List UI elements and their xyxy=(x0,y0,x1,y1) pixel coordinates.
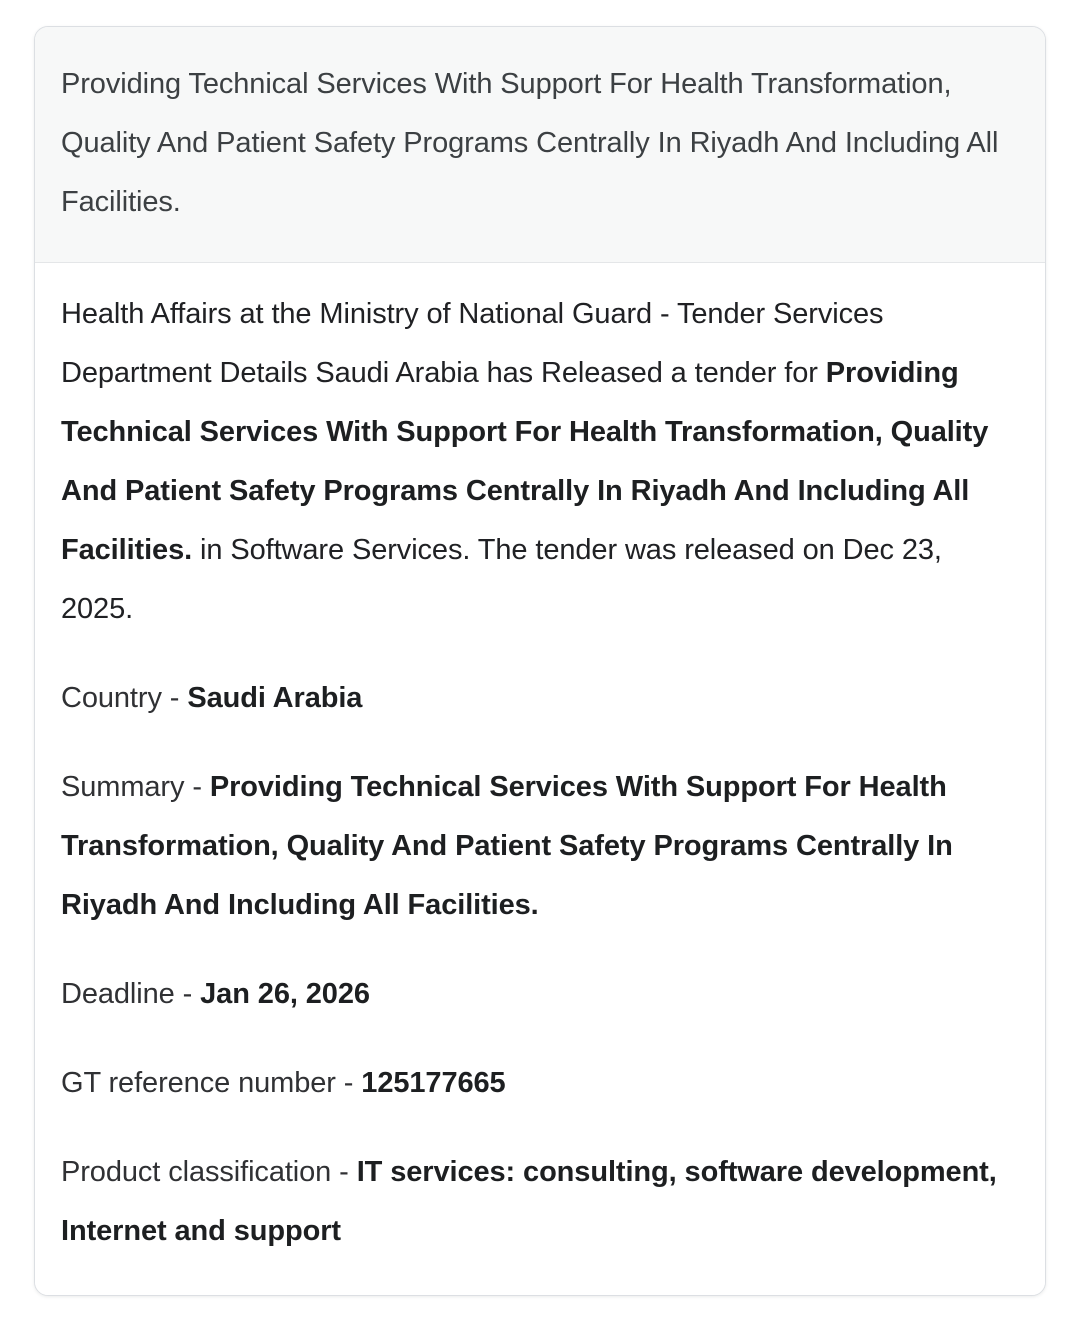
field-label-product-classification: Product classification xyxy=(61,1156,332,1188)
field-label-country: Country xyxy=(61,682,162,714)
tender-intro-lead: Health Affairs at the Ministry of National Guard - Tender Services Department Details Saudi Arabia has Released a tender for xyxy=(61,298,884,389)
card-header xyxy=(35,27,1045,263)
tender-intro-name: Providing Technical Services With Support For Health Transformation, Quality And Patient Safety Programs Centrally In Riyadh And Including All Facilities. xyxy=(61,357,989,566)
field-row-summary xyxy=(61,758,1019,935)
field-row-gt-reference-number xyxy=(61,1054,1019,1113)
field-separator: - xyxy=(331,1156,357,1188)
tender-detail-card xyxy=(34,26,1046,1296)
field-row-product-classification xyxy=(61,1143,1019,1261)
field-separator: - xyxy=(174,978,201,1010)
field-value-country: Saudi Arabia xyxy=(187,682,363,714)
field-value-gt-reference-number: 125177665 xyxy=(361,1067,506,1099)
tender-intro-tail: in Software Services. The tender was released on Dec 23, 2025. xyxy=(61,534,942,625)
field-label-deadline: Deadline xyxy=(61,978,175,1010)
field-value-deadline: Jan 26, 2026 xyxy=(200,978,370,1010)
field-label-gt-reference-number: GT reference number xyxy=(61,1067,336,1099)
field-label-summary: Summary xyxy=(61,771,185,803)
field-value-product-classification: IT services: consulting, software development, Internet and support xyxy=(61,1156,997,1247)
tender-intro-paragraph xyxy=(61,285,1019,639)
field-separator: - xyxy=(184,771,210,803)
field-row-deadline xyxy=(61,965,1019,1024)
field-value-summary: Providing Technical Services With Support For Health Transformation, Quality And Patient Safety Programs Centrally In Riyadh And Including All Facilities. xyxy=(61,771,953,921)
page-title: Providing Technical Services With Support For Health Transformation, Quality And Patient Safety Programs Centrally In Riyadh And Including All Facilities. xyxy=(61,68,999,218)
card-body xyxy=(35,263,1045,1295)
field-row-country xyxy=(61,669,1019,728)
field-separator: - xyxy=(161,682,188,714)
field-separator: - xyxy=(335,1067,362,1099)
